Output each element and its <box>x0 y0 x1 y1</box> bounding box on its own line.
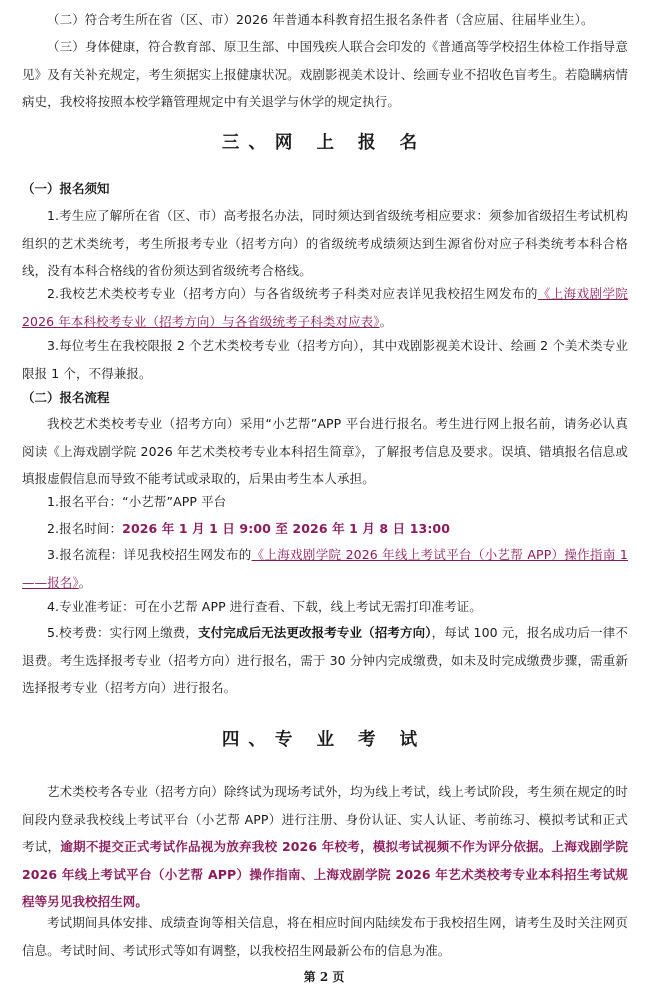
process-fee-suffix: ，每试 100 元，报名成功后一律不退费。考生选择报考专业（招考方向）进行报名，需于 30 分钟内完成缴费，如未及时完成缴费步骤，需重新选择报考专业（招考方向）进行报名。 <box>22 625 628 695</box>
page-number: 第 2 页 <box>303 970 345 984</box>
process-flow <box>22 541 628 596</box>
note-2 <box>22 280 628 335</box>
process-intro: 我校艺术类校考专业（招考方向）采用“小艺帮”APP 平台进行报名。考生进行网上报名前，请务必认真阅读《上海戏剧学院 2026 年艺术类校考专业本科招生简章》，了解报考信息及要求。误填、错填报名信息或填报虚假信息而导致不能考试或录取的，后果由考生本人承担。 <box>22 416 628 486</box>
exam-paragraph-2: 考试期间具体安排、成绩查询等相关信息，将在相应时间内陆续发布于我校招生网，请考生及时关注网页信息。考试时间、考试形式等如有调整，以我校招生网最新公布的信息为准。 <box>22 915 628 958</box>
process-heading: （二）报名流程 <box>22 390 110 405</box>
process-platform: 1.报名平台：“小艺帮”APP 平台 <box>47 494 227 509</box>
process-fee-bold: 支付完成后无法更改报考专业（招考方向） <box>198 625 432 640</box>
process-flow-prefix: 3.报名流程：详见我校招生网发布的 <box>47 547 252 562</box>
exam-paragraph-1-bold: 逾期不提交正式考试作品视为放弃我校 2026 年校考，模拟考试视频不作为评分依据。上海戏剧学院 2026 年线上考试平台（小艺帮 APP）操作指南、上海戏剧学院 2026 年艺术类校考专业本科招生考试规程等另见我校招生网。 <box>22 839 628 909</box>
note-2-link[interactable]: 《上海戏剧学院 2026 年本科校考专业（招考方向）与各省级统考子科类对应表》 <box>22 286 629 329</box>
eligibility-item-2: （二）符合考生所在省（区、市）2026 年普通本科教育招生报名条件者（含应届、往届毕业生）。 <box>47 12 594 27</box>
notes-heading: （一）报名须知 <box>22 181 110 196</box>
exam-paragraph-1-prefix: 艺术类校考各专业（招考方向）除终试为现场考试外，均为线上考试，线上考试阶段，考生须在规定的时间段内登录我校线上考试平台（小艺帮 APP）进行注册、身份认证、实人认证、考前练习、模拟考试和正式考试， <box>22 784 628 854</box>
process-time-value: 2026 年 1 月 1 日 9:00 至 2026 年 1 月 8 日 13:00 <box>122 521 451 536</box>
process-admission-ticket: 4.专业准考证：可在小艺帮 APP 进行查看、下载，线上考试无需打印准考证。 <box>47 599 482 614</box>
section-3-title: 三、网 上 报 名 <box>221 133 427 153</box>
exam-paragraph-1 <box>22 778 628 916</box>
process-fee-prefix: 5.校考费：实行网上缴费， <box>47 625 198 640</box>
eligibility-item-3: （三）身体健康，符合教育部、原卫生部、中国残疾人联合会印发的《普通高等学校招生体检工作指导意见》及有关补充规定，考生须据实上报健康状况。戏剧影视美术设计、绘画专业不招收色盲考生。若隐瞒病情病史，我校将按照本校学籍管理规定中有关退学与休学的规定执行。 <box>22 39 628 109</box>
process-time-label: 2.报名时间： <box>47 521 123 536</box>
section-4-title: 四、专 业 考 试 <box>221 730 427 750</box>
process-fee <box>22 619 628 702</box>
process-flow-suffix: 。 <box>78 574 92 590</box>
note-2-suffix: 。 <box>379 313 393 329</box>
note-2-prefix: 2.我校艺术类校考专业（招考方向）与各省级统考子科类对应表详见我校招生网发布的 <box>47 286 538 301</box>
process-time <box>22 515 628 543</box>
note-1: 1.考生应了解所在省（区、市）高考报名办法，同时须达到省级统考相应要求：须参加省级招生考试机构组织的艺术类统考，考生所报考专业（招考方向）的省级统考成绩须达到生源省份对应子科类统考本科合格线，没有本科合格线的省份须达到省级统考合格线。 <box>22 208 628 278</box>
process-flow-link[interactable]: 《上海戏剧学院 2026 年线上考试平台（小艺帮 APP）操作指南 1——报名》 <box>22 547 628 590</box>
note-3: 3.每位考生在我校限报 2 个艺术类校考专业（招考方向），其中戏剧影视美术设计、绘画 2 个美术类专业限报 1 个，不得兼报。 <box>22 338 628 381</box>
